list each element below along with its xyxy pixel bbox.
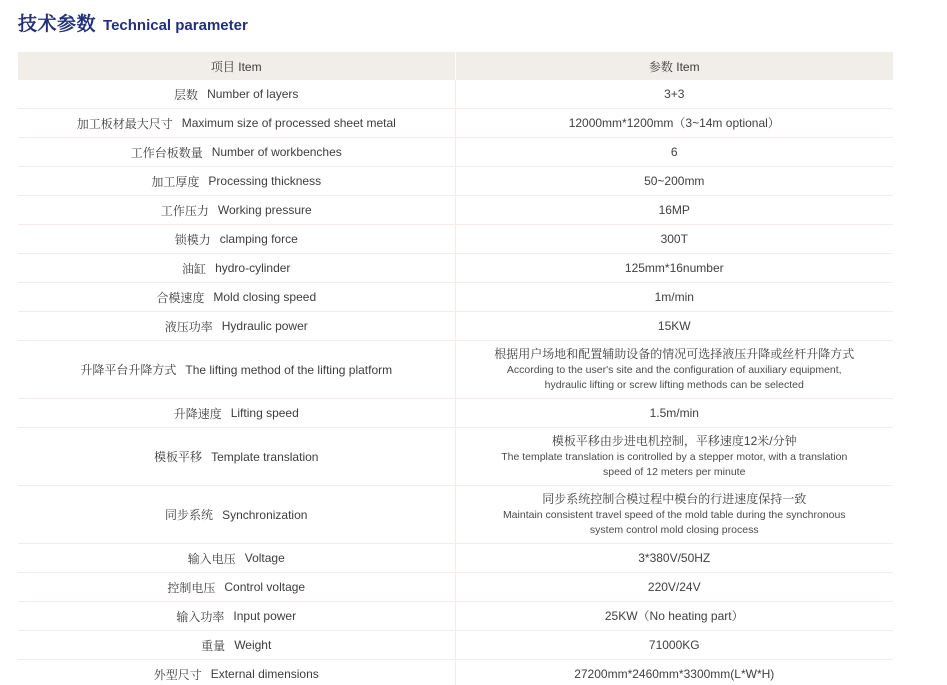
value-cell xyxy=(456,312,894,340)
item-label-zh: 输入功率 xyxy=(176,609,225,624)
value-line-main: 27200mm*2460mm*3300mm(L*W*H) xyxy=(574,666,775,681)
item-label-en: Template translation xyxy=(211,449,319,464)
value-line-sub: hydraulic lifting or screw lifting methods can be selected xyxy=(544,379,804,391)
item-label-zh: 升降平台升降方式 xyxy=(80,363,177,377)
item-label-en: hydro-cylinder xyxy=(215,261,291,275)
value-line-main: 220V/24V xyxy=(647,579,701,594)
item-label-zh: 模板平移 xyxy=(154,450,203,464)
value-cell xyxy=(456,660,894,685)
value-line-sub: According to the user's site and the configuration of auxiliary equipment, xyxy=(506,364,842,376)
table-row xyxy=(18,254,893,283)
item-label-en: Number of layers xyxy=(207,87,299,101)
item-label-zh: 油缸 xyxy=(182,261,207,276)
item-cell xyxy=(18,283,456,311)
value-cell xyxy=(456,167,894,195)
technical-parameter-table xyxy=(18,52,893,685)
table-row xyxy=(18,283,893,312)
item-label-en: Processing thickness xyxy=(208,174,322,188)
item-label-zh: 输入电压 xyxy=(187,551,236,566)
item-cell xyxy=(18,631,456,659)
item-label-zh: 重量 xyxy=(201,638,226,653)
table-row xyxy=(18,544,893,573)
table-header-row xyxy=(18,52,893,80)
value-cell xyxy=(456,602,894,630)
value-line-main: 3+3 xyxy=(664,86,685,101)
item-cell xyxy=(18,399,456,427)
item-label-zh: 液压功率 xyxy=(164,319,213,334)
value-line-main: 12000mm*1200mm（3~14m optional） xyxy=(568,115,780,130)
item-label-en: Mold closing speed xyxy=(213,290,317,304)
table-row xyxy=(18,138,893,167)
page-title-en: Technical parameter xyxy=(103,17,248,34)
value-line-main: 15KW xyxy=(657,318,691,333)
value-cell xyxy=(456,225,894,253)
table-row xyxy=(18,573,893,602)
item-cell xyxy=(18,428,456,485)
value-line-main: 同步系统控制合模过程中模台的行进速度保持一致 xyxy=(542,492,807,506)
value-line-main: 125mm*16number xyxy=(624,260,724,275)
table-body xyxy=(18,80,893,685)
column-header-item: 项目 Item xyxy=(18,52,456,80)
item-label-en: Lifting speed xyxy=(230,406,299,420)
item-cell xyxy=(18,312,456,340)
value-line-main: 根据用户场地和配置辅助设备的情况可选择液压升降或丝杆升降方式 xyxy=(494,347,855,361)
table-row xyxy=(18,225,893,254)
value-cell xyxy=(456,283,894,311)
item-cell xyxy=(18,196,456,224)
value-cell xyxy=(456,486,894,543)
table-row xyxy=(18,660,893,685)
table-row xyxy=(18,312,893,341)
table-row xyxy=(18,341,893,399)
item-label-en: Synchronization xyxy=(222,507,308,522)
value-cell xyxy=(456,544,894,572)
item-label-zh: 加工板材最大尺寸 xyxy=(76,116,173,131)
table-row xyxy=(18,167,893,196)
table-row xyxy=(18,631,893,660)
item-label-zh: 控制电压 xyxy=(167,580,216,595)
item-label-en: Control voltage xyxy=(224,580,306,594)
value-cell xyxy=(456,138,894,166)
value-line-sub: speed of 12 meters per minute xyxy=(603,466,746,478)
item-cell xyxy=(18,573,456,601)
page-title xyxy=(18,9,947,36)
item-label-en: Voltage xyxy=(244,551,285,565)
value-line-sub: Maintain consistent travel speed of the mold table during the synchronous xyxy=(502,509,846,521)
item-cell xyxy=(18,80,456,108)
item-cell xyxy=(18,486,456,543)
item-label-zh: 工作压力 xyxy=(160,203,209,218)
value-line-main: 300T xyxy=(660,231,688,246)
table-row xyxy=(18,196,893,225)
item-cell xyxy=(18,254,456,282)
item-cell xyxy=(18,660,456,685)
value-cell xyxy=(456,254,894,282)
item-label-en: Number of workbenches xyxy=(211,145,342,159)
item-label-en: Working pressure xyxy=(217,203,312,217)
value-line-sub: system control mold closing process xyxy=(589,524,759,536)
value-cell xyxy=(456,428,894,485)
value-line-main: 25KW（No heating part） xyxy=(604,608,744,623)
value-cell xyxy=(456,196,894,224)
item-label-en: The lifting method of the lifting platform xyxy=(185,362,393,377)
item-label-zh: 工作台板数量 xyxy=(130,145,203,160)
item-cell xyxy=(18,167,456,195)
table-row xyxy=(18,80,893,109)
value-cell xyxy=(456,109,894,137)
item-label-zh: 加工厚度 xyxy=(151,174,200,189)
item-label-zh: 升降速度 xyxy=(173,406,222,421)
value-line-main: 50~200mm xyxy=(644,173,705,188)
table-row xyxy=(18,109,893,138)
page-title-zh: 技术参数 xyxy=(18,14,97,35)
column-header-value: 参数 Item xyxy=(648,59,700,74)
value-line-main: 模板平移由步进电机控制，平移速度12米/分钟 xyxy=(551,434,797,448)
item-label-zh: 合模速度 xyxy=(156,290,205,305)
item-cell xyxy=(18,138,456,166)
value-line-main: 1.5m/min xyxy=(649,405,699,420)
value-line-sub: The template translation is controlled by a stepper motor, with a translation xyxy=(501,451,848,463)
item-label-zh: 锁模力 xyxy=(174,232,211,247)
item-label-zh: 同步系统 xyxy=(165,508,214,522)
value-cell xyxy=(456,341,894,398)
item-label-en: Maximum size of processed sheet metal xyxy=(181,116,396,130)
item-label-en: Weight xyxy=(234,638,272,652)
item-cell xyxy=(18,341,456,398)
value-cell xyxy=(456,399,894,427)
item-label-en: External dimensions xyxy=(210,667,319,681)
item-label-en: clamping force xyxy=(219,232,298,246)
value-line-main: 6 xyxy=(670,144,678,159)
item-cell xyxy=(18,109,456,137)
table-row xyxy=(18,399,893,428)
value-line-main: 71000KG xyxy=(648,637,700,652)
item-label-en: Hydraulic power xyxy=(221,319,308,333)
value-cell xyxy=(456,80,894,108)
table-row xyxy=(18,428,893,486)
value-line-main: 16MP xyxy=(658,202,690,217)
item-label-zh: 层数 xyxy=(174,87,199,102)
item-cell xyxy=(18,602,456,630)
value-cell xyxy=(456,631,894,659)
item-cell xyxy=(18,544,456,572)
table-row xyxy=(18,486,893,544)
item-label-zh: 外型尺寸 xyxy=(153,667,202,682)
item-cell xyxy=(18,225,456,253)
item-label-en: Input power xyxy=(233,609,297,623)
value-line-main: 1m/min xyxy=(654,289,694,304)
value-cell xyxy=(456,573,894,601)
table-row xyxy=(18,602,893,631)
value-line-main: 3*380V/50HZ xyxy=(638,550,711,565)
